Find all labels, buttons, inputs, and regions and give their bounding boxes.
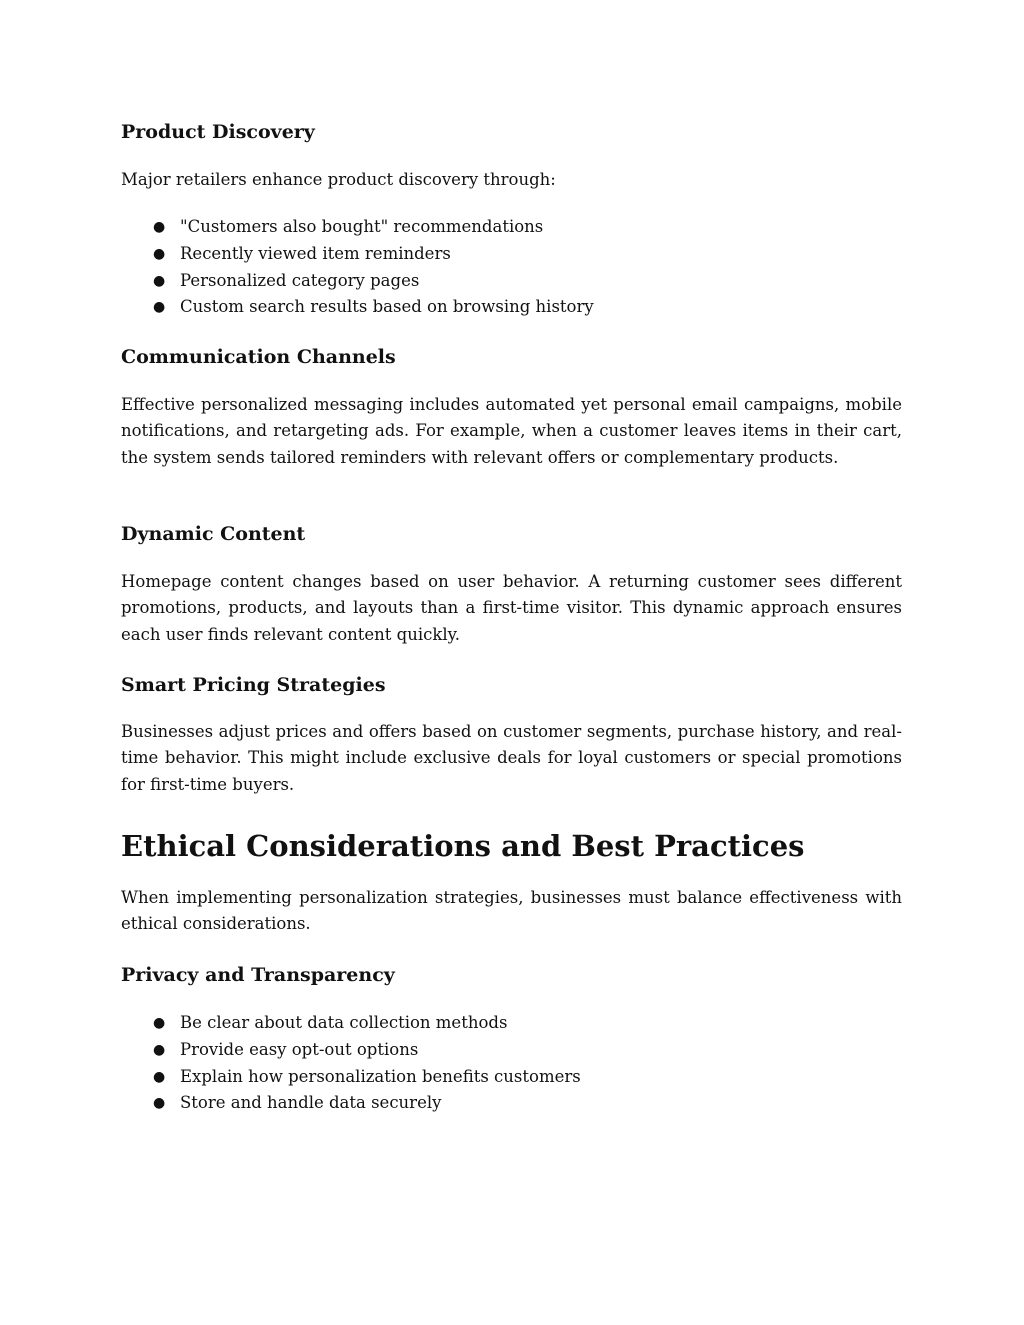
heading-product-discovery: Product Discovery: [121, 121, 315, 143]
list-item: ● Store and handle data securely: [121, 1090, 581, 1117]
heading-smart-pricing: Smart Pricing Strategies: [121, 674, 386, 696]
bullet-icon: ●: [153, 219, 166, 235]
bullet-icon: ●: [153, 1095, 166, 1112]
heading-dynamic-content: Dynamic Content: [121, 523, 306, 545]
product-discovery-intro: Major retailers enhance product discovery through:: [121, 170, 556, 189]
list-item: ● Provide easy opt-out options: [121, 1037, 581, 1064]
smart-pricing-body: Businesses adjust prices and offers based on customer segments, purchase history, and real-time behavior. This might include exclusive deals for loyal customers or special promotions for first-time buyers.: [121, 722, 902, 794]
dynamic-content-body: Homepage content changes based on user behavior. A returning customer sees different promotions, products, and layouts than a first-time visitor. This dynamic approach ensures each user finds relevant content quickly.: [121, 572, 902, 644]
privacy-list: [121, 1010, 581, 1117]
bullet-icon: ●: [153, 1041, 166, 1058]
bullet-icon: ●: [153, 1015, 166, 1031]
communication-channels-body: Effective personalized messaging includes automated yet personal email campaigns, mobile notifications, and retargeting ads. For example, when a customer leaves items in their cart, the system sends tailored reminders with relevant offers or complementary products.: [121, 395, 902, 467]
bullet-icon: ●: [153, 299, 166, 316]
bullet-icon: ●: [153, 272, 166, 289]
list-item: ● Be clear about data collection methods: [121, 1010, 581, 1037]
list-item: ● Explain how personalization benefits customers: [121, 1064, 581, 1091]
ethical-body: When implementing personalization strategies, businesses must balance effectiveness with ethical considerations.: [121, 888, 902, 934]
product-discovery-list: [121, 214, 594, 321]
list-item: ● Custom search results based on browsing history: [121, 294, 594, 321]
list-item: ● Recently viewed item reminders: [121, 241, 594, 268]
list-item: ● Personalized category pages: [121, 268, 594, 295]
bullet-icon: ●: [153, 1068, 166, 1085]
heading-privacy-transparency: Privacy and Transparency: [121, 964, 395, 986]
bullet-icon: ●: [153, 245, 166, 262]
list-item: ● "Customers also bought" recommendations: [121, 214, 594, 241]
heading-communication-channels: Communication Channels: [121, 346, 396, 368]
heading-ethical-considerations: Ethical Considerations and Best Practices: [121, 829, 805, 863]
